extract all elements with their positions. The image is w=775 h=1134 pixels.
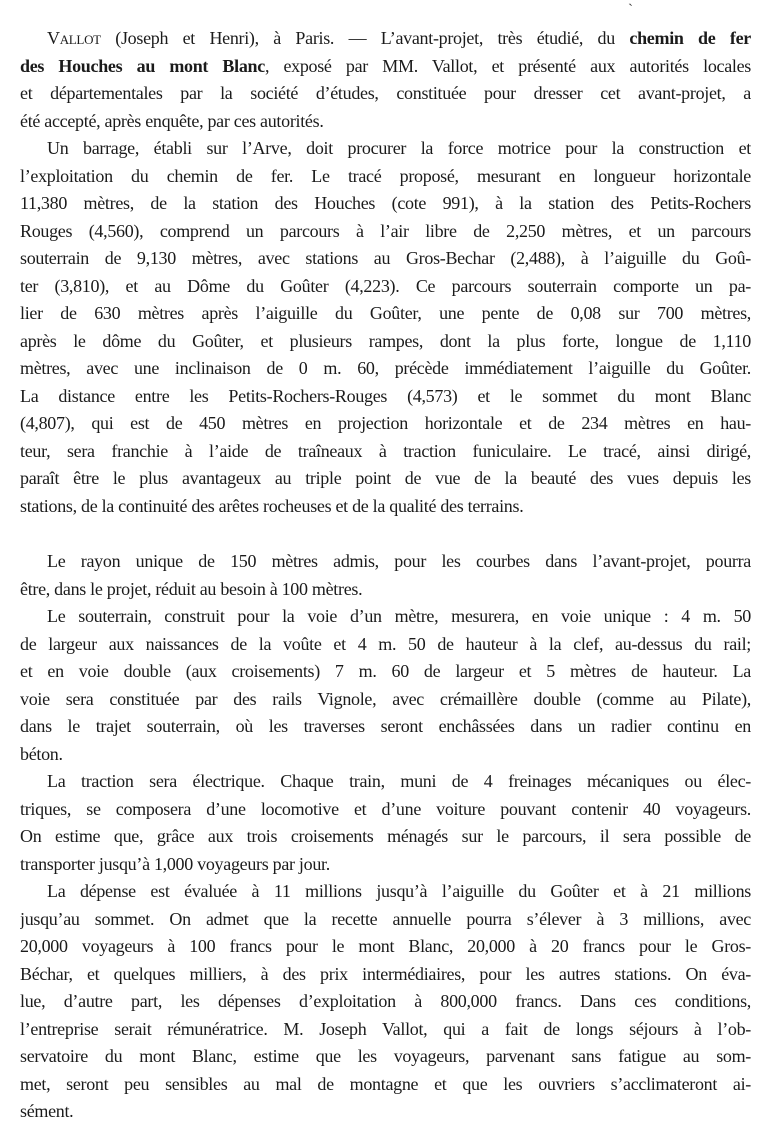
bold-text: des Houches au mont Blanc [20, 55, 265, 76]
text-line [20, 741, 751, 769]
text-line [20, 768, 751, 796]
paragraph-5 [20, 768, 751, 878]
text-line [20, 933, 751, 961]
text-segment: stations, de la continuité des arêtes rocheuses et de la qualité des terrains. [20, 495, 524, 516]
text-segment: Un barrage, établi sur l’Arve, doit procurer la force motrice pour la construction et [47, 138, 751, 158]
text-line [20, 1071, 751, 1099]
text-line [20, 851, 751, 879]
text-segment: Rouges (4,560), comprend un parcours à l’air libre de 2,250 mètres, et un parcours [20, 220, 751, 241]
text-segment: de largeur aux naissances de la voûte et 4 m. 50 de hauteur à la clef, au-dessus du rail; [20, 633, 751, 654]
text-segment: La dépense est évaluée à 11 millions jusqu’à l’aiguille du Goûter et à 21 millions [47, 881, 751, 901]
text-segment: mètres, avec une inclinaison de 0 m. 60, précède immédiatement l’aiguille du Goûter. [20, 358, 751, 378]
text-segment: lier de 630 mètres après l’aiguille du Goûter, une pente de 0,08 sur 700 mètres, [20, 303, 751, 323]
bold-text: chemin de fer [629, 28, 751, 48]
text-line [20, 878, 751, 906]
text-line [20, 383, 751, 411]
paragraph-4 [20, 603, 751, 768]
text-segment: , exposé par MM. Vallot, et présenté aux autorités locales [264, 55, 751, 76]
text-segment: transporter jusqu’à 1,000 voyageurs par jour. [20, 853, 330, 874]
text-line [20, 631, 751, 659]
text-segment: après le dôme du Goûter, et plusieurs rampes, dont la plus forte, longue de 1,110 [20, 330, 751, 351]
text-segment: lue, d’autre part, les dépenses d’exploitation à 800,000 francs. Dans ces conditions, [20, 991, 751, 1011]
text-segment: servatoire du mont Blanc, estime que les voyageurs, parvenant sans fatigue au som- [20, 1046, 751, 1066]
text-line [20, 218, 751, 246]
text-segment: (Joseph et Henri), à Paris. — L’avant-projet, très étudié, du [100, 28, 630, 48]
text-segment: l’entreprise serait rémunératrice. M. Joseph Vallot, qui a fait de longs séjours à l’ob- [20, 1018, 751, 1039]
text-segment: dans le trajet souterrain, où les traverses seront enchâssées dans un radier continu en [20, 716, 751, 736]
text-line [20, 988, 751, 1016]
text-segment: La distance entre les Petits-Rochers-Rouges (4,573) et le sommet du mont Blanc [20, 385, 751, 406]
text-segment: être, dans le projet, réduit au besoin à 100 mètres. [20, 578, 363, 599]
text-segment: été accepté, après enquête, par ces autorités. [20, 110, 324, 131]
text-line [20, 410, 751, 438]
text-line [20, 686, 751, 714]
text-segment: 11,380 mètres, de la station des Houches (cote 991), à la station des Petits-Rochers [20, 193, 751, 213]
text-segment: voie sera constituée par des rails Vignole, avec crémaillère double (comme au Pilate), [20, 688, 751, 709]
text-line [20, 1098, 751, 1126]
text-line [20, 25, 751, 53]
text-line [20, 658, 751, 686]
text-line [20, 548, 751, 576]
text-segment: (4,807), qui est de 450 mètres en projection horizontale et de 234 mètres en hau- [20, 413, 751, 433]
text-line [20, 328, 751, 356]
text-segment: On estime que, grâce aux trois croisements ménagés sur le parcours, il sera possible de [20, 826, 751, 846]
text-segment: Béchar, et quelques milliers, à des prix intermédiaires, pour les autres stations. On éva- [20, 963, 751, 984]
text-line [20, 135, 751, 163]
text-segment: l’exploitation du chemin de fer. Le tracé proposé, mesurant en longueur horizontale [20, 165, 751, 186]
text-line [20, 576, 751, 604]
text-segment: 20,000 voyageurs à 100 francs pour le mont Blanc, 20,000 à 20 francs pour le Gros- [20, 936, 751, 956]
text-segment: teur, sera franchie à l’aide de traîneaux à traction funiculaire. Le tracé, ainsi dirigé, [20, 440, 751, 461]
text-segment: paraît être le plus avantageux au triple point de vue de la beauté des vues depuis les [20, 468, 751, 488]
text-line [20, 465, 751, 493]
paragraph-2 [20, 135, 751, 520]
text-segment: La traction sera électrique. Chaque train, muni de 4 freinages mécaniques ou élec- [47, 771, 751, 791]
text-segment: béton. [20, 743, 63, 764]
text-line [20, 355, 751, 383]
text-line [20, 796, 751, 824]
text-line [20, 961, 751, 989]
text-line [20, 190, 751, 218]
scan-artifact-mark: ˋ [628, 2, 633, 18]
text-line [20, 245, 751, 273]
text-segment: jusqu’au sommet. On admet que la recette annuelle pourra s’élever à 3 millions, avec [20, 908, 751, 929]
text-line [20, 1016, 751, 1044]
text-line [20, 300, 751, 328]
text-segment: et départementales par la société d’études, constituée pour dresser cet avant-projet, a [20, 83, 751, 103]
text-line [20, 906, 751, 934]
text-segment: souterrain de 9,130 mètres, avec stations au Gros-Bechar (2,488), à l’aiguille du Goû- [20, 248, 751, 268]
text-line [20, 53, 751, 81]
text-line [20, 273, 751, 301]
text-segment: Le rayon unique de 150 mètres admis, pour les courbes dans l’avant-projet, pourra [47, 551, 751, 571]
text-line [20, 80, 751, 108]
text-line [20, 493, 751, 521]
text-line [20, 603, 751, 631]
text-line [20, 713, 751, 741]
text-segment: et en voie double (aux croisements) 7 m. 60 de largeur et 5 mètres de hauteur. La [20, 661, 751, 681]
paragraph-6 [20, 878, 751, 1126]
text-segment: Le souterrain, construit pour la voie d’un mètre, mesurera, en voie unique : 4 m. 50 [47, 606, 751, 626]
text-segment: ter (3,810), et au Dôme du Goûter (4,223). Ce parcours souterrain comporte un pa- [20, 275, 751, 296]
text-segment: sément. [20, 1101, 74, 1121]
text-line [20, 823, 751, 851]
text-line [20, 108, 751, 136]
text-line [20, 163, 751, 191]
paragraph-1 [20, 25, 751, 135]
paragraph-3 [20, 548, 751, 603]
text-segment: triques, se composera d’une locomotive et d’une voiture pouvant contenir 40 voyageurs. [20, 798, 751, 819]
smallcaps-author-name: Vallot [47, 28, 101, 48]
text-line [20, 1043, 751, 1071]
text-segment: met, seront peu sensibles au mal de montagne et que les ouvriers s’acclimateront ai- [20, 1073, 751, 1094]
text-line [20, 438, 751, 466]
